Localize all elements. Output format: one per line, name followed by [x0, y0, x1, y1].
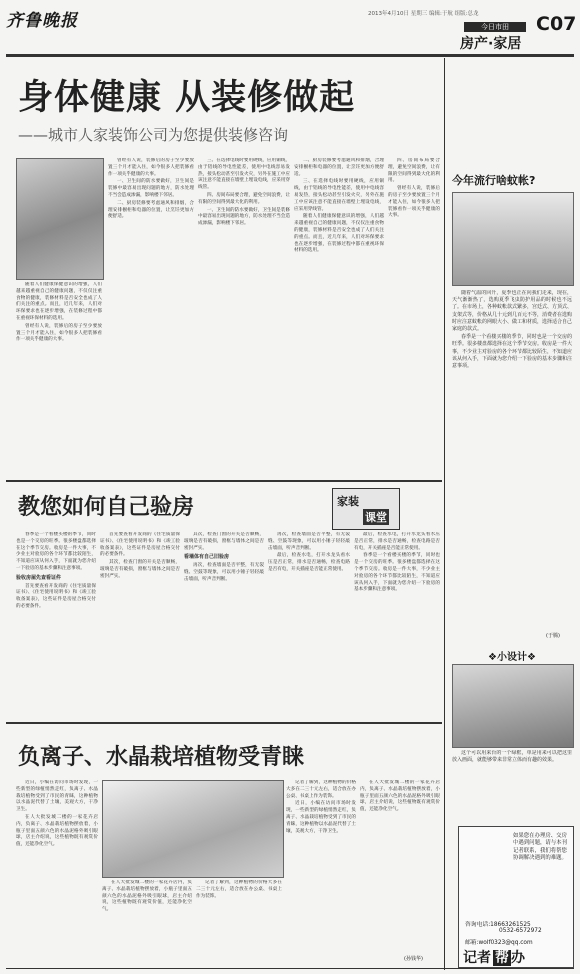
design-photo: [452, 664, 574, 748]
article1-col2: [108, 158, 194, 478]
classroom-sign: [332, 488, 400, 530]
plant-bottles-photo: [102, 780, 284, 878]
page-number: C07: [536, 13, 577, 35]
paper-logo: 齐鲁晚报: [6, 11, 78, 31]
masthead-rule: [6, 54, 574, 57]
phone-number: 18663261525: [490, 922, 531, 928]
side-top-body: [452, 290, 572, 610]
paragraph: 二、厨房装修要考虑通风和排烟，合理安排橱柜和电器的位置，让烹饪更加方便舒适。: [108, 200, 194, 220]
subhead: 验收房屋先查看证件: [16, 574, 62, 581]
paragraph: 在人大批发城二楼的一家花卉店内，负离子、水晶栽培植物摆放着，小瓶子里面五颜六色的水晶泥格外吸引眼球，店主介绍说，这些植物既有观赏价值，还能净化空气。: [102, 880, 192, 913]
paragraph: 三、在选择电线时要用硬线，应用铜线，由于铝线的导电性能差，使用中电线容易发热，接头松动甚至引发火灾，另外在施工中应该注意不能直接在墙壁上埋设电线，应采用穿线管。: [294, 179, 384, 212]
family-photo: [16, 158, 104, 280]
paragraph: 春季是一个看楼买楼的季节，同时也是一个交房的旺季。很多楼盘都选择在这个季节交房。收房是一件大事，不少业主对验房的各个环节都比较陌生，不知道应该从何入手，下面就为您介绍一下验房的基本步骤和注意事项。: [16, 532, 96, 571]
paragraph: 随着气温的回升，夏季也正在向我们走来，现在，天气渐渐热了，选购夏季飞虫防护用品的时候也不远了。在市场上，各种蚊帐款式繁多，宫廷式、方顶式、支架式等，价格从几十元到几百元不等，消费者在选购时应注意蚊帐的网眼大小、做工和材质，选择适合自己家庭的款式。: [452, 290, 572, 333]
email-address: wolf0323@qq.com: [478, 940, 533, 946]
article3-col1: [16, 780, 98, 960]
article1-col3: [198, 158, 290, 478]
diamond-icon: ❖: [527, 652, 536, 663]
article3-col5: [360, 780, 440, 952]
article1-headline: 身体健康 从装修做起: [18, 78, 356, 118]
article3-author: (孙钱华): [404, 956, 423, 962]
paragraph: 再次，检查墙面是否平整，有无裂缝、空鼓等现象，可以用小锤子轻轻敲击墙面，听声音判断。: [184, 563, 264, 582]
email-label: 邮箱:: [465, 940, 479, 946]
paragraph: 其次，检查门窗的开关是否顺畅，玻璃是否有破损，窗框与墙体之间是否密封严实。: [184, 532, 264, 551]
paragraph: 随着人们健康保健意识的增强，人们越来越重视自己的健康问题，不仅仅注重食物的健康，装修材料是否安全也成了人们关注的重点。而且，近几年来，人们对环保要求也在逐步增强，在装修过程中都在重视环保材料的选用。: [16, 282, 102, 321]
section-title: 房产·家居: [460, 36, 522, 52]
paragraph: 三、在选择电线时要用硬线，应用铜线，由于铝线的导电性能差，使用中电线容易发热，接头松动甚至引发火灾，另外在施工中应该注意不能直接在墙壁上埋设电线，应采用穿线管。: [198, 158, 290, 191]
article2-col4: [268, 532, 350, 720]
paragraph: 二、厨房装修要考虑通风和排烟，合理安排橱柜和电器的位置，让烹饪更加方便舒适。: [294, 158, 384, 177]
side-divider: [444, 58, 445, 970]
sign-line1: 家装: [337, 495, 359, 508]
paragraph: 首先要查看开发商的《住宅质量保证书》、《住宅使用说明书》和《竣工验收备案表》，这些证件是房屋合格交付的必要条件。: [100, 532, 180, 558]
paragraph: 记者了解到，这种植物的价格大多在二三十元左右，适合放在办公桌、书桌上作为装饰。: [286, 780, 356, 799]
tel-number: 0532-6572972: [499, 928, 542, 934]
paragraph: 在人大批发城二楼的一家花卉店内，负离子、水晶栽培植物摆放着，小瓶子里面五颜六色的水晶泥格外吸引眼球，店主介绍说，这些植物既有观赏价值，还能净化空气。: [16, 814, 98, 848]
article2-col1: [16, 532, 96, 720]
banner-word-c: 办: [511, 950, 525, 966]
banner-word-a: 记者: [463, 950, 491, 966]
phone-line: [465, 919, 531, 928]
article3-col2: [102, 880, 192, 960]
paragraph: 春季是一个看楼买楼的季节，同时也是一个交房的旺季。很多楼盘都选择在这个季节交房。收房是一件大事，不少业主对验房的各个环节都比较陌生，不知道应该从何入手，下面就为您介绍一下验房的基本步骤和注意事项。: [452, 334, 572, 370]
sign-line2: 课堂: [365, 511, 387, 524]
paragraph: 其次，检查门窗的开关是否顺畅，玻璃是否有破损，窗框与墙体之间是否密封严实。: [100, 560, 180, 579]
article1-bottom-rule: [6, 480, 442, 482]
paragraph: 春季是一个看楼买楼的季节，同时也是一个交房的旺季。很多楼盘都选择在这个季节交房。收房是一件大事，不少业主对验房的各个环节都比较陌生，不知道应该从何入手，下面就为您介绍一下验房的基本步骤和注意事项。: [354, 553, 440, 593]
paragraph: 最后，检查水电，打开水龙头看水压是否正常，排水是否通畅，检查电路是否有电，开关插座是否能正常使用。: [354, 532, 440, 551]
subhead: 看墙体有自己旧验房: [184, 554, 230, 561]
small-design-heading: [452, 648, 572, 663]
article2-bottom-rule: [6, 722, 442, 724]
today-label: 今日市田: [464, 22, 526, 32]
paragraph: 近日，小编在访问市场时发现，一些新型的绿植悄然走红，负离子、水晶栽培植物受到了市民的青睐，这种植物以水晶泥代替了土壤，美观大方，干净卫生。: [16, 780, 98, 813]
paragraph: 四、房间布局要合理，避免空间浪费，让有限的空间得到最大化的利用。: [388, 158, 440, 184]
paragraph: 一、卫生间的防水要做好，卫生间是装修中最容易出现问题的地方，防水处理不当会造成渗漏，影响楼下邻居。: [198, 207, 290, 227]
side-heading: 今年流行啥蚊帐?: [452, 174, 536, 187]
article1-col4: [294, 158, 384, 478]
contact-intro: 如果您在办理房、交房中遇到问题，请与本刊记者联系，我们将帮您协调解决遇到的难题。: [513, 833, 567, 862]
mosquito-net-photo: [452, 192, 574, 286]
paragraph: 这个可以用来台的一个绿框，单是用来可以把这里放入画面，就能够带来非常立体而有趣的效果。: [452, 750, 572, 764]
small-design-body: [452, 750, 572, 810]
article2-col3: [184, 532, 264, 720]
paragraph: 再次，检查墙面是否平整，有无裂缝、空鼓等现象，可以用小锤子轻轻敲击墙面，听声音判断。: [268, 532, 350, 551]
paragraph: 首先要查看开发商的《住宅质量保证书》、《住宅使用说明书》和《竣工验收备案表》，这些证件是房屋合格交付的必要条件。: [16, 583, 96, 609]
article1-subtitle: ——城市人家装饰公司为您提供装修咨询: [18, 126, 289, 144]
article2-headline: 教您如何自己验房: [18, 495, 195, 520]
phone-label: 咨询电话:: [465, 922, 491, 928]
article3-headline: 负离子、水晶栽培植物受青睐: [18, 745, 305, 770]
email-line: [465, 937, 533, 946]
diamond-icon: ❖: [488, 652, 497, 663]
date-line: 2013年4月10日 星期三 编辑:于航 组版:总龙: [368, 11, 479, 17]
article3-col3: [196, 880, 282, 960]
paragraph: 近日，小编在访问市场时发现，一些新型的绿植悄然走红，负离子、水晶栽培植物受到了市民的青睐，这种植物以水晶泥代替了土壤，美观大方，干净卫生。: [286, 801, 356, 834]
article1-col5: [388, 158, 440, 478]
paragraph: 在人大批发城二楼的一家花卉店内，负离子、水晶栽培植物摆放着，小瓶子里面五颜六色的水晶泥格外吸引眼球，店主介绍说，这些植物既有观赏价值，还能净化空气。: [360, 780, 440, 813]
paragraph: 曾经有人说，装修后的房子至少要放置三个月才能入住，如今很多人把装修看作一项关乎健康的大事。: [16, 323, 102, 343]
paragraph: 随着人们健康保健意识的增强，人们越来越重视自己的健康问题，不仅仅注重食物的健康，装修材料是否安全也成了人们关注的重点。而且，近几年来，人们对环保要求也在逐步增强，在装修过程中都在重视环保材料的选用。: [294, 214, 384, 254]
paragraph: 记者了解到，这种植物的价格大多在二三十元左右，适合放在办公桌、书桌上作为装饰。: [196, 880, 282, 899]
side-author: (于腾): [546, 633, 560, 639]
article2-col2: [100, 532, 180, 720]
contact-box: [458, 826, 574, 968]
article3-col4: [286, 780, 356, 962]
paragraph: 一、卫生间的防水要做好，卫生间是装修中最容易出现问题的地方，防水处理不当会造成渗漏，影响楼下邻居。: [108, 179, 194, 198]
paragraph: 四、房间布局要合理，避免空间浪费，让有限的空间得到最大化的利用。: [198, 192, 290, 205]
reporter-banner: [463, 947, 525, 967]
paragraph: 曾经有人说，装修后的房子至少要放置三个月才能入住，如今很多人把装修看作一项关乎健康的大事。: [108, 158, 194, 177]
paragraph: 曾经有人说，装修后的房子至少要放置三个月才能入住，如今很多人把装修看作一项关乎健康的大事。: [388, 186, 440, 219]
article2-col5: [354, 532, 440, 720]
article1-col1: [16, 282, 102, 482]
small-design-title: 小设计: [497, 652, 527, 663]
paragraph: 最后，检查水电，打开水龙头看水压是否正常，排水是否通畅，检查电路是否有电，开关插座是否能正常使用。: [268, 553, 350, 572]
page-bottom-rule: [6, 968, 574, 969]
banner-word-b: 帮: [495, 950, 509, 966]
